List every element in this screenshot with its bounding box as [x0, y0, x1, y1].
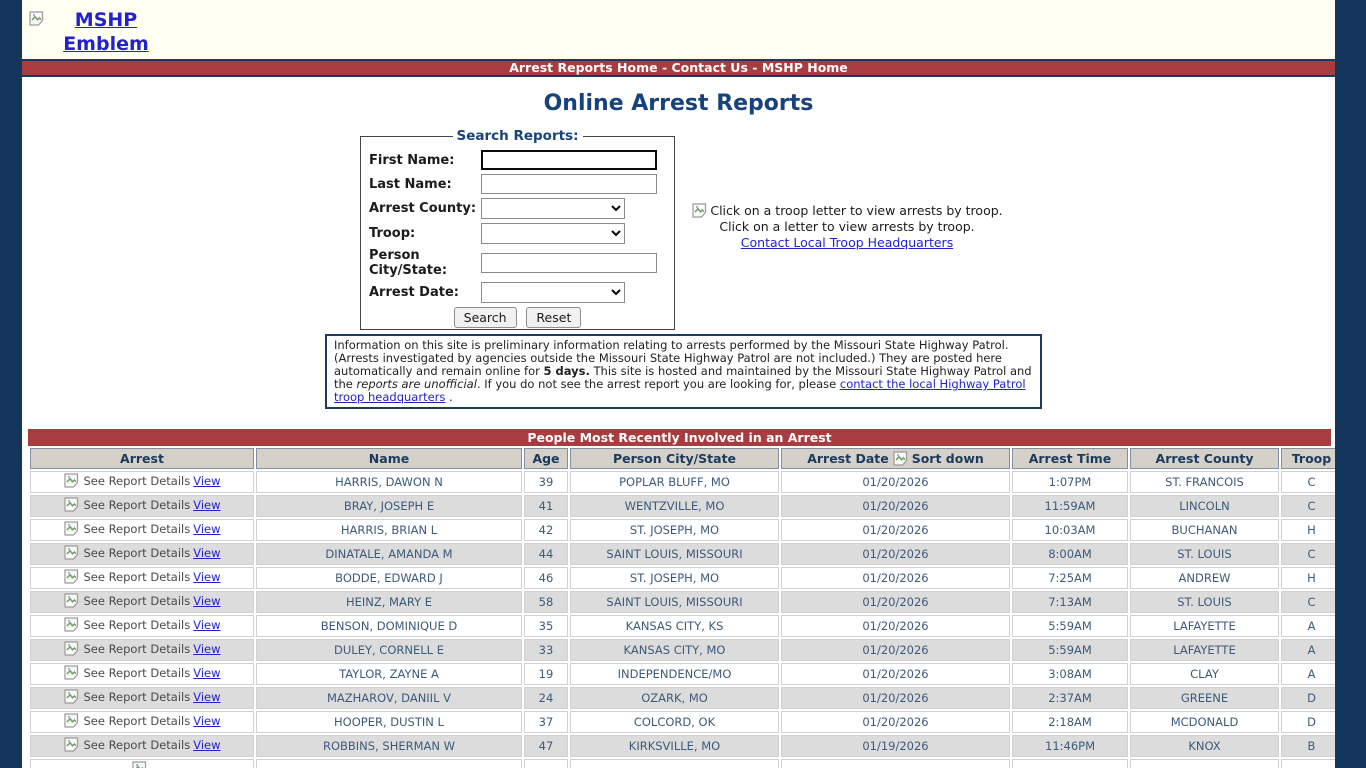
mshp-emblem-link[interactable]: MSHP Emblem	[63, 9, 149, 55]
date-cell: 01/20/2026	[781, 519, 1010, 541]
page-content	[22, 0, 1335, 768]
broken-image-icon	[63, 640, 80, 657]
col-header-age[interactable]: Age	[524, 448, 568, 469]
nav-separator: -	[657, 60, 672, 75]
table-row	[30, 687, 1335, 709]
arrest-cell	[30, 471, 254, 493]
table-row	[30, 519, 1335, 541]
city-cell: OZARK, MO	[570, 687, 779, 709]
city-cell: INDEPENDENCE/MO	[570, 663, 779, 685]
date-cell: 01/20/2026	[781, 663, 1010, 685]
city-cell: SAINT LOUIS, MISSOURI	[570, 591, 779, 613]
city-cell: SAINT LOUIS, MISSOURI	[570, 543, 779, 565]
city-cell: WENTZVILLE, MO	[570, 495, 779, 517]
broken-image-icon	[63, 544, 80, 561]
troop-cell: B	[1281, 735, 1335, 757]
time-cell: 7:13AM	[1012, 591, 1128, 613]
troop-cell: A	[1281, 639, 1335, 661]
disclaimer-text: Information on this site is preliminary information relating to arrests performed by the Missouri State Highway Patrol. (Arrests investigated by agencies outside the Missouri State Highway Patrol are not included.) They are posted here automatically and remain online for	[334, 338, 1009, 378]
broken-image-icon	[131, 760, 148, 768]
name-cell: HOOPER, DUSTIN L	[256, 711, 522, 733]
table-row	[30, 543, 1335, 565]
county-cell: CLAY	[1130, 663, 1279, 685]
age-cell: 39	[524, 471, 568, 493]
city-cell: POPLAR BLUFF, MO	[570, 471, 779, 493]
arrest-cell	[30, 639, 254, 661]
view-report-link[interactable]: View	[193, 737, 221, 752]
city-cell: KANSAS CITY, KS	[570, 615, 779, 637]
time-cell: 5:59AM	[1012, 639, 1128, 661]
time-cell: 2:37AM	[1012, 687, 1128, 709]
arrest-cell	[30, 759, 254, 768]
broken-image-icon	[63, 616, 80, 633]
see-report-details-alt: See Report Details	[83, 737, 191, 752]
first-name-input[interactable]	[481, 150, 657, 170]
disclaimer-text: This site is hosted and maintained by the Missouri State Highway Patrol and the	[334, 364, 1032, 391]
see-report-details-alt: See Report Details	[83, 665, 191, 680]
disclaimer-text: . If you do not see the arrest report you are looking for, please	[476, 377, 840, 391]
time-cell: 7:25AM	[1012, 567, 1128, 589]
date-cell: 01/20/2026	[781, 639, 1010, 661]
broken-image-icon	[63, 712, 80, 729]
see-report-details-alt: See Report Details	[83, 689, 191, 704]
county-cell: ANDREW	[1130, 567, 1279, 589]
arrest-cell	[30, 519, 254, 541]
search-reports-legend: Search Reports:	[456, 128, 579, 144]
broken-image-icon	[63, 664, 80, 681]
masthead	[22, 0, 1335, 59]
view-report-link[interactable]: View	[193, 689, 221, 704]
date-cell: 01/20/2026	[781, 711, 1010, 733]
name-cell: HEINZ, MARY E	[256, 591, 522, 613]
date-cell: 01/20/2026	[781, 543, 1010, 565]
city-cell: COLCORD, OK	[570, 711, 779, 733]
troop-cell: A	[1281, 615, 1335, 637]
city-cell: KIRKSVILLE, MO	[570, 735, 779, 757]
search-area	[22, 116, 1335, 334]
search-button[interactable]: Search	[454, 307, 517, 328]
col-header-name[interactable]: Name	[256, 448, 522, 469]
view-report-link[interactable]: View	[193, 641, 221, 656]
first-name-label: First Name:	[369, 152, 455, 168]
table-row	[30, 759, 1335, 768]
date-cell: 01/20/2026	[781, 615, 1010, 637]
date-cell: 01/20/2026	[781, 687, 1010, 709]
arrest-results-table	[28, 446, 1335, 768]
troop-cell: C	[1281, 471, 1335, 493]
county-cell: MCDONALD	[1130, 711, 1279, 733]
view-report-link[interactable]: View	[193, 617, 221, 632]
time-cell: 11:46PM	[1012, 735, 1128, 757]
time-cell: 3:08AM	[1012, 663, 1128, 685]
troop-label: Troop:	[369, 226, 416, 241]
troop-cell: D	[1281, 687, 1335, 709]
col-header-county[interactable]: Arrest County	[1130, 448, 1279, 469]
arrest-date-label: Arrest Date:	[369, 285, 459, 300]
city-cell: KANSAS CITY, MO	[570, 639, 779, 661]
time-cell: 1:07PM	[1012, 471, 1128, 493]
view-report-link[interactable]: View	[193, 593, 221, 608]
age-cell: 37	[524, 711, 568, 733]
troop-cell: C	[1281, 495, 1335, 517]
age-cell: 44	[524, 543, 568, 565]
see-report-details-alt: See Report Details	[83, 545, 191, 560]
sort-down-alt: Sort down	[911, 451, 984, 466]
contact-troop-headquarters-link[interactable]: contact the local Highway Patrol troop headquarters	[334, 377, 1026, 404]
view-report-link[interactable]: View	[193, 569, 221, 584]
city-cell: ST. JOSEPH, MO	[570, 567, 779, 589]
name-cell: HARRIS, DAWON N	[256, 471, 522, 493]
page-title: Online Arrest Reports	[543, 91, 814, 116]
troop-map-alt: Click on a troop letter to view arrests by troop.	[710, 202, 1003, 218]
troop-cell: C	[1281, 591, 1335, 613]
arrest-cell	[30, 711, 254, 733]
see-report-details-alt: See Report Details	[83, 713, 191, 728]
table-row	[30, 663, 1335, 685]
name-cell: HARRIS, BRIAN L	[256, 519, 522, 541]
time-cell: 8:00AM	[1012, 543, 1128, 565]
nav-arrest-reports-home[interactable]: Arrest Reports Home	[509, 60, 658, 75]
city-cell: ST. JOSEPH, MO	[570, 519, 779, 541]
county-cell: LINCOLN	[1130, 495, 1279, 517]
broken-image-icon	[63, 736, 80, 753]
broken-image-icon	[63, 496, 80, 513]
arrest-cell	[30, 567, 254, 589]
see-report-details-alt: See Report Details	[83, 521, 191, 536]
date-cell: 01/20/2026	[781, 495, 1010, 517]
troop-instruction: Click on a letter to view arrests by troop.	[719, 219, 975, 234]
view-report-link[interactable]: View	[193, 473, 221, 488]
table-row	[30, 711, 1335, 733]
county-cell: ST. FRANCOIS	[1130, 471, 1279, 493]
city-cell	[570, 759, 779, 768]
county-cell: LAFAYETTE	[1130, 615, 1279, 637]
troop-cell: H	[1281, 519, 1335, 541]
view-report-link[interactable]: View	[193, 521, 221, 536]
troop-cell: H	[1281, 567, 1335, 589]
see-report-details-alt: See Report Details	[83, 593, 191, 608]
county-cell: KNOX	[1130, 735, 1279, 757]
broken-image-icon	[28, 10, 45, 27]
see-report-details-alt: See Report Details	[83, 497, 191, 512]
broken-image-icon	[63, 592, 80, 609]
troop-cell: A	[1281, 663, 1335, 685]
contact-local-troop-link[interactable]: Contact Local Troop Headquarters	[740, 234, 954, 250]
arrest-cell	[30, 543, 254, 565]
col-header-time[interactable]: Arrest Time	[1012, 448, 1128, 469]
arrest-cell	[30, 663, 254, 685]
nav-contact-us[interactable]: Contact Us	[671, 60, 748, 75]
age-cell: 35	[524, 615, 568, 637]
table-row	[30, 639, 1335, 661]
county-cell	[1130, 759, 1279, 768]
table-row	[30, 495, 1335, 517]
arrest-cell	[30, 495, 254, 517]
arrest-table-body	[30, 471, 1335, 768]
county-cell: LAFAYETTE	[1130, 639, 1279, 661]
view-report-link[interactable]: View	[193, 497, 221, 512]
age-cell: 46	[524, 567, 568, 589]
top-navbar	[22, 59, 1335, 77]
age-cell	[524, 759, 568, 768]
broken-image-icon	[63, 472, 80, 489]
nav-mshp-home[interactable]: MSHP Home	[761, 60, 848, 75]
view-report-link[interactable]: View	[193, 545, 221, 560]
results-banner: People Most Recently Involved in an Arrest	[28, 429, 1331, 446]
age-cell: 58	[524, 591, 568, 613]
col-header-city[interactable]: Person City/State	[570, 448, 779, 469]
arrest-cell	[30, 687, 254, 709]
troop-cell: D	[1281, 711, 1335, 733]
time-cell: 11:59AM	[1012, 495, 1128, 517]
last-name-input[interactable]	[481, 174, 657, 194]
search-reports-fieldset	[360, 128, 675, 330]
see-report-details-alt: See Report Details	[83, 473, 191, 488]
time-cell: 5:59AM	[1012, 615, 1128, 637]
name-cell: ROBBINS, SHERMAN W	[256, 735, 522, 757]
name-cell: BENSON, DOMINIQUE D	[256, 615, 522, 637]
view-report-link[interactable]: View	[193, 665, 221, 680]
age-cell: 42	[524, 519, 568, 541]
arrest-cell	[30, 615, 254, 637]
time-cell	[1012, 759, 1128, 768]
col-header-troop[interactable]: Troop	[1281, 448, 1335, 469]
broken-image-icon	[691, 202, 708, 219]
reset-button[interactable]: Reset	[526, 307, 581, 328]
troop-select[interactable]	[481, 223, 625, 244]
person-city-state-label: Person City/State:	[369, 248, 448, 278]
name-cell: TAYLOR, ZAYNE A	[256, 663, 522, 685]
see-report-details-alt: See Report Details	[83, 641, 191, 656]
county-cell: GREENE	[1130, 687, 1279, 709]
table-row	[30, 735, 1335, 757]
county-cell: BUCHANAN	[1130, 519, 1279, 541]
table-row	[30, 591, 1335, 613]
col-header-arrest[interactable]: Arrest	[30, 448, 254, 469]
date-cell	[781, 759, 1010, 768]
disclaimer-box	[325, 334, 1042, 409]
arrest-cell	[30, 735, 254, 757]
county-cell: ST. LOUIS	[1130, 543, 1279, 565]
date-cell: 01/20/2026	[781, 591, 1010, 613]
time-cell: 10:03AM	[1012, 519, 1128, 541]
disclaimer-bold-5-days: 5 days.	[543, 364, 590, 378]
date-cell: 01/20/2026	[781, 567, 1010, 589]
person-city-state-input[interactable]	[481, 253, 657, 273]
broken-image-icon	[892, 450, 909, 467]
troop-cell: C	[1281, 543, 1335, 565]
date-cell: 01/20/2026	[781, 471, 1010, 493]
arrest-date-select[interactable]	[481, 282, 625, 303]
table-row	[30, 567, 1335, 589]
col-header-date-label: Arrest Date	[807, 451, 889, 466]
broken-image-icon	[63, 568, 80, 585]
age-cell: 41	[524, 495, 568, 517]
name-cell: DULEY, CORNELL E	[256, 639, 522, 661]
see-report-details-alt: See Report Details	[83, 569, 191, 584]
table-header-row	[30, 448, 1335, 469]
view-report-link[interactable]: View	[193, 713, 221, 728]
see-report-details-alt: See Report Details	[83, 617, 191, 632]
troop-panel	[682, 202, 1012, 250]
troop-cell	[1281, 759, 1335, 768]
last-name-label: Last Name:	[369, 176, 452, 192]
name-cell	[256, 759, 522, 768]
date-cell: 01/19/2026	[781, 735, 1010, 757]
age-cell: 24	[524, 687, 568, 709]
name-cell: MAZHAROV, DANIIL V	[256, 687, 522, 709]
disclaimer-italic-unofficial: reports are unofficial	[356, 377, 477, 391]
name-cell: DINATALE, AMANDA M	[256, 543, 522, 565]
age-cell: 33	[524, 639, 568, 661]
time-cell: 2:18AM	[1012, 711, 1128, 733]
col-header-date[interactable]	[781, 448, 1010, 469]
name-cell: BRAY, JOSEPH E	[256, 495, 522, 517]
broken-image-icon	[63, 688, 80, 705]
age-cell: 47	[524, 735, 568, 757]
name-cell: BODDE, EDWARD J	[256, 567, 522, 589]
county-cell: ST. LOUIS	[1130, 591, 1279, 613]
nav-separator: -	[747, 60, 762, 75]
table-row	[30, 471, 1335, 493]
arrest-county-select[interactable]	[481, 198, 625, 219]
broken-image-icon	[63, 520, 80, 537]
arrest-cell	[30, 591, 254, 613]
age-cell: 19	[524, 663, 568, 685]
arrest-county-label: Arrest County:	[369, 201, 477, 216]
table-row	[30, 615, 1335, 637]
disclaimer-text: .	[445, 390, 453, 404]
